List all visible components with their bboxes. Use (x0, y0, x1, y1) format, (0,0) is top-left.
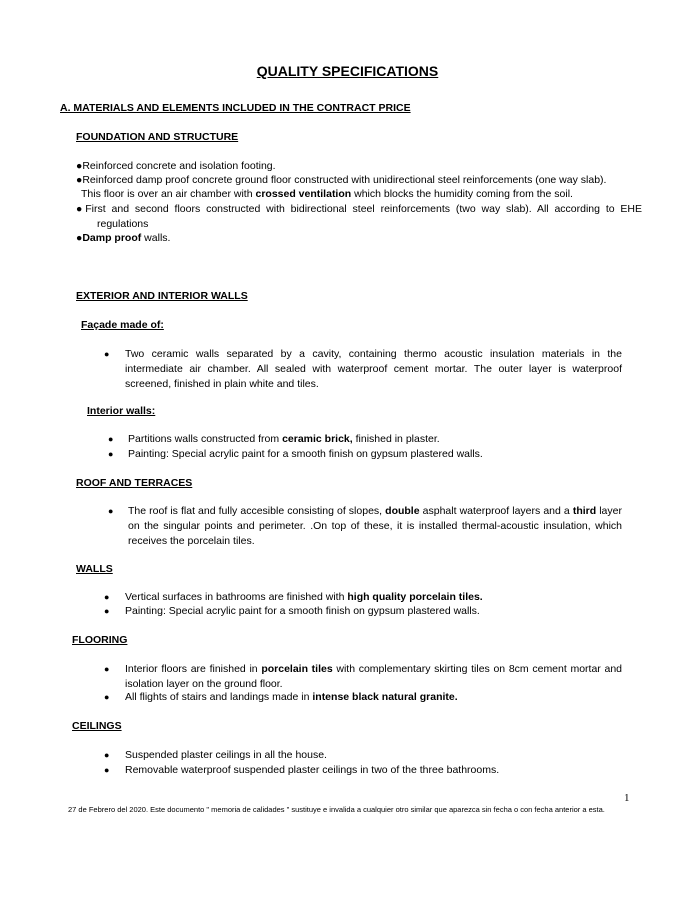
foundation-item-2: ●Reinforced damp proof concrete ground floor constructed with unidirectional steel reinforcements (one way slab). (76, 174, 607, 186)
walls-heading: WALLS (76, 563, 113, 575)
flooring-item-1: Interior floors are finished in porcelain tiles with complementary skirting tiles on 8cm cement mortar and isolation layer on the ground floor. (125, 663, 622, 690)
roof-item: The roof is flat and fully accesible consisting of slopes, double asphalt waterproof layers and a third layer on the singular points and perimeter. .On top of these, it is installed thermal-acoustic insulation, which receives the porcelain tiles. (128, 505, 622, 547)
bullet-icon: ● (108, 434, 114, 444)
bullet-icon: ● (76, 203, 86, 215)
interior-item-1: Partitions walls constructed from ceramic brick, finished in plaster. (128, 433, 440, 445)
bullet-icon: ● (76, 160, 83, 172)
bullet-icon: ● (104, 606, 110, 616)
footer-note: 27 de Febrero del 2020. Este documento " memoria de calidades " sustituye e invalida a cualquier otro similar que aparezca sin fecha o con fecha anterior a esta. (68, 805, 605, 814)
page-number: 1 (624, 792, 630, 804)
bullet-icon: ● (108, 506, 114, 516)
walls-item-2: Painting: Special acrylic paint for a smooth finish on gypsum plastered walls. (125, 605, 480, 617)
walls-ext-heading: EXTERIOR AND INTERIOR WALLS (76, 290, 248, 302)
foundation-item-4: ●Damp proof walls. (76, 232, 171, 244)
interior-heading: Interior walls: (87, 405, 156, 417)
bullet-icon: ● (76, 232, 83, 244)
bullet-icon: ● (104, 765, 110, 775)
bullet-icon: ● (104, 750, 110, 760)
flooring-item-2: All flights of stairs and landings made in intense black natural granite. (125, 691, 458, 703)
interior-item-2: Painting: Special acrylic paint for a smooth finish on gypsum plastered walls. (128, 448, 483, 460)
page-title: QUALITY SPECIFICATIONS (256, 63, 439, 79)
facade-item: Two ceramic walls separated by a cavity, containing thermo acoustic insulation materials in the intermediate air chamber. All sealed with waterproof cement mortar. The outer layer is waterproof screened, finished in plain white and tiles. (125, 348, 622, 390)
foundation-heading: FOUNDATION AND STRUCTURE (76, 131, 239, 143)
ceilings-item-1: Suspended plaster ceilings in all the house. (125, 749, 327, 761)
section-a-heading: A. MATERIALS AND ELEMENTS INCLUDED IN THE CONTRACT PRICE (60, 102, 411, 114)
ceilings-item-2: Removable waterproof suspended plaster ceilings in two of the three bathrooms. (125, 764, 500, 776)
bullet-icon: ● (76, 174, 83, 186)
walls-item-1: Vertical surfaces in bathrooms are finished with high quality porcelain tiles. (125, 591, 483, 603)
foundation-item-1: ●Reinforced concrete and isolation footing. (76, 160, 276, 172)
bullet-icon: ● (104, 592, 110, 602)
bullet-icon: ● (104, 349, 110, 359)
ceilings-heading: CEILINGS (72, 720, 122, 732)
bullet-icon: ● (104, 664, 110, 674)
facade-heading: Façade made of: (81, 319, 164, 331)
foundation-item-3: ●First and second floors constructed with bidirectional steel reinforcements (two way slab). All according to EHE regulations (76, 203, 642, 230)
foundation-item-2b: This floor is over an air chamber with crossed ventilation which blocks the humidity coming from the soil. (81, 188, 573, 200)
bullet-icon: ● (108, 449, 114, 459)
flooring-heading: FLOORING (72, 634, 128, 646)
bullet-icon: ● (104, 692, 110, 702)
roof-heading: ROOF AND TERRACES (76, 477, 193, 489)
